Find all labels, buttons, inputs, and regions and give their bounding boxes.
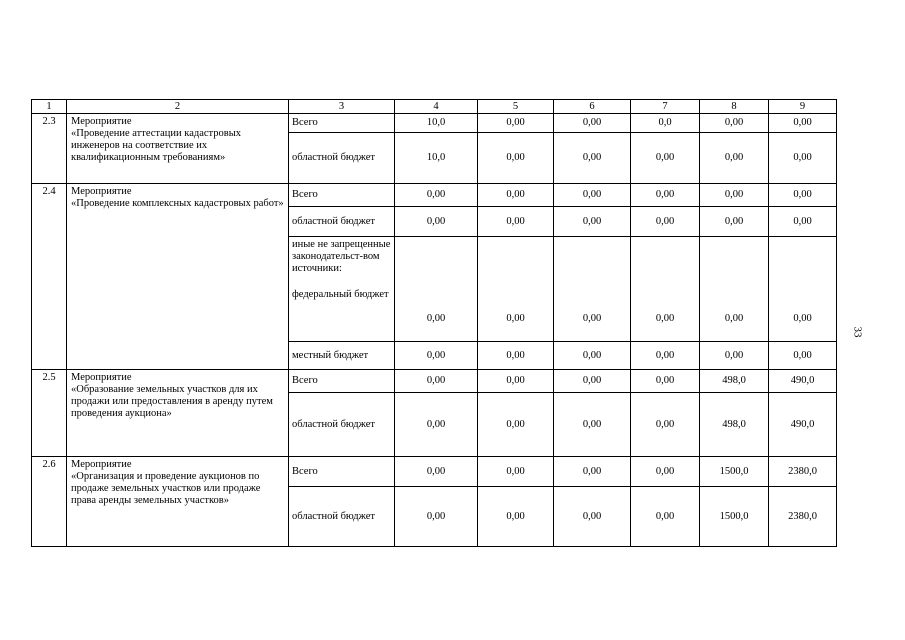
value-cell: 0,00	[478, 487, 554, 547]
value-cell: 0,00	[478, 207, 554, 237]
value-cell: 0,00	[478, 393, 554, 457]
funding-source-label: областной бюджет	[292, 215, 375, 227]
funding-source-label: местный бюджет	[292, 349, 369, 361]
funding-source-label: Всего	[292, 189, 318, 200]
value-cell: 1500,0	[700, 457, 769, 487]
table-row	[32, 457, 837, 487]
funding-source	[289, 114, 395, 133]
funding-source	[289, 207, 395, 237]
item-title: Мероприятие	[71, 186, 132, 197]
value-cell: 0,00	[769, 342, 837, 370]
value-cell: 0,00	[769, 207, 837, 237]
value-cell: 0,00	[478, 370, 554, 393]
funding-source	[289, 370, 395, 393]
header-cell: 4	[395, 100, 478, 114]
item-title: Мероприятие	[71, 372, 132, 383]
value-cell: 0,00	[700, 207, 769, 237]
funding-source-label: иные не запрещенные законодательст-вом источники:	[292, 239, 391, 274]
item-title: Мероприятие	[71, 459, 132, 470]
header-cell: 2	[67, 100, 289, 114]
value-cell: 0,00	[395, 237, 478, 342]
funding-source	[289, 487, 395, 547]
value-cell: 0,00	[631, 370, 700, 393]
table-row	[32, 184, 837, 207]
value-cell: 0,00	[631, 184, 700, 207]
value-cell: 0,00	[554, 370, 631, 393]
value-cell: 0,00	[554, 207, 631, 237]
value-cell: 0,0	[631, 114, 700, 133]
value-cell: 1500,0	[700, 487, 769, 547]
value-cell: 0,00	[554, 133, 631, 184]
table-row	[32, 370, 837, 393]
budget-table	[31, 99, 837, 547]
funding-source-sublabel: федеральный бюджет	[292, 289, 389, 300]
value-cell: 0,00	[478, 114, 554, 133]
funding-source	[289, 457, 395, 487]
value-cell: 0,00	[554, 237, 631, 342]
value-cell: 0,00	[631, 133, 700, 184]
header-cell: 8	[700, 100, 769, 114]
value-cell: 0,00	[769, 237, 837, 342]
funding-source-label: Всего	[292, 465, 318, 477]
value-cell: 0,00	[478, 457, 554, 487]
value-cell: 0,00	[631, 393, 700, 457]
header-row	[32, 100, 837, 114]
value-cell: 490,0	[769, 370, 837, 393]
value-cell: 0,00	[395, 370, 478, 393]
funding-source	[289, 184, 395, 207]
header-cell: 1	[32, 100, 67, 114]
value-cell: 10,0	[395, 133, 478, 184]
item-description	[67, 184, 289, 370]
value-cell: 0,00	[554, 457, 631, 487]
page-number: 33	[851, 326, 864, 338]
funding-source-label: областной бюджет	[292, 510, 375, 522]
funding-source-label: областной бюджет	[292, 418, 375, 430]
item-number: 2.4	[32, 184, 67, 370]
value-cell: 0,00	[395, 342, 478, 370]
funding-source-label: Всего	[292, 117, 318, 128]
value-cell: 0,00	[700, 184, 769, 207]
item-text: «Образование земельных участков для их продажи или предоставления в аренду путем проведения аукциона»	[71, 384, 273, 419]
value-cell: 2380,0	[769, 487, 837, 547]
table-row	[32, 114, 837, 133]
value-cell: 0,00	[554, 487, 631, 547]
value-cell: 498,0	[700, 370, 769, 393]
item-description	[67, 457, 289, 547]
value-cell: 0,00	[395, 457, 478, 487]
value-cell: 0,00	[700, 237, 769, 342]
value-cell: 10,0	[395, 114, 478, 133]
value-cell: 0,00	[554, 342, 631, 370]
value-cell: 0,00	[769, 133, 837, 184]
item-text: «Проведение аттестации кадастровых инженеров на соответствие их квалификационным требованиям»	[71, 128, 242, 163]
value-cell: 0,00	[554, 184, 631, 207]
value-cell: 0,00	[769, 114, 837, 133]
value-cell: 0,00	[631, 487, 700, 547]
funding-source	[289, 237, 395, 342]
funding-source	[289, 393, 395, 457]
header-cell: 9	[769, 100, 837, 114]
value-cell: 0,00	[700, 342, 769, 370]
value-cell: 0,00	[554, 114, 631, 133]
item-text: «Организация и проведение аукционов по продаже земельных участков или продаже права аренды земельных участков»	[71, 471, 261, 506]
value-cell: 0,00	[478, 342, 554, 370]
funding-source-label: областной бюджет	[292, 152, 375, 163]
value-cell: 0,00	[478, 133, 554, 184]
funding-source	[289, 133, 395, 184]
item-number: 2.3	[32, 114, 67, 184]
value-cell: 0,00	[395, 393, 478, 457]
value-cell: 0,00	[631, 207, 700, 237]
item-number: 2.5	[32, 370, 67, 457]
value-cell: 490,0	[769, 393, 837, 457]
value-cell: 498,0	[700, 393, 769, 457]
value-cell: 0,00	[554, 393, 631, 457]
value-cell: 0,00	[478, 184, 554, 207]
item-description	[67, 114, 289, 184]
header-cell: 7	[631, 100, 700, 114]
value-cell: 0,00	[631, 237, 700, 342]
item-title: Мероприятие	[71, 116, 132, 127]
header-cell: 6	[554, 100, 631, 114]
value-cell: 0,00	[700, 133, 769, 184]
value-cell: 0,00	[631, 342, 700, 370]
value-cell: 0,00	[631, 457, 700, 487]
funding-source	[289, 342, 395, 370]
item-text: «Проведение комплексных кадастровых работ»	[71, 198, 284, 209]
funding-source-label: Всего	[292, 375, 318, 386]
header-cell: 3	[289, 100, 395, 114]
value-cell: 0,00	[395, 487, 478, 547]
value-cell: 0,00	[478, 237, 554, 342]
item-number: 2.6	[32, 457, 67, 547]
value-cell: 0,00	[700, 114, 769, 133]
header-cell: 5	[478, 100, 554, 114]
value-cell: 0,00	[769, 184, 837, 207]
value-cell: 2380,0	[769, 457, 837, 487]
value-cell: 0,00	[395, 207, 478, 237]
value-cell: 0,00	[395, 184, 478, 207]
item-description	[67, 370, 289, 457]
